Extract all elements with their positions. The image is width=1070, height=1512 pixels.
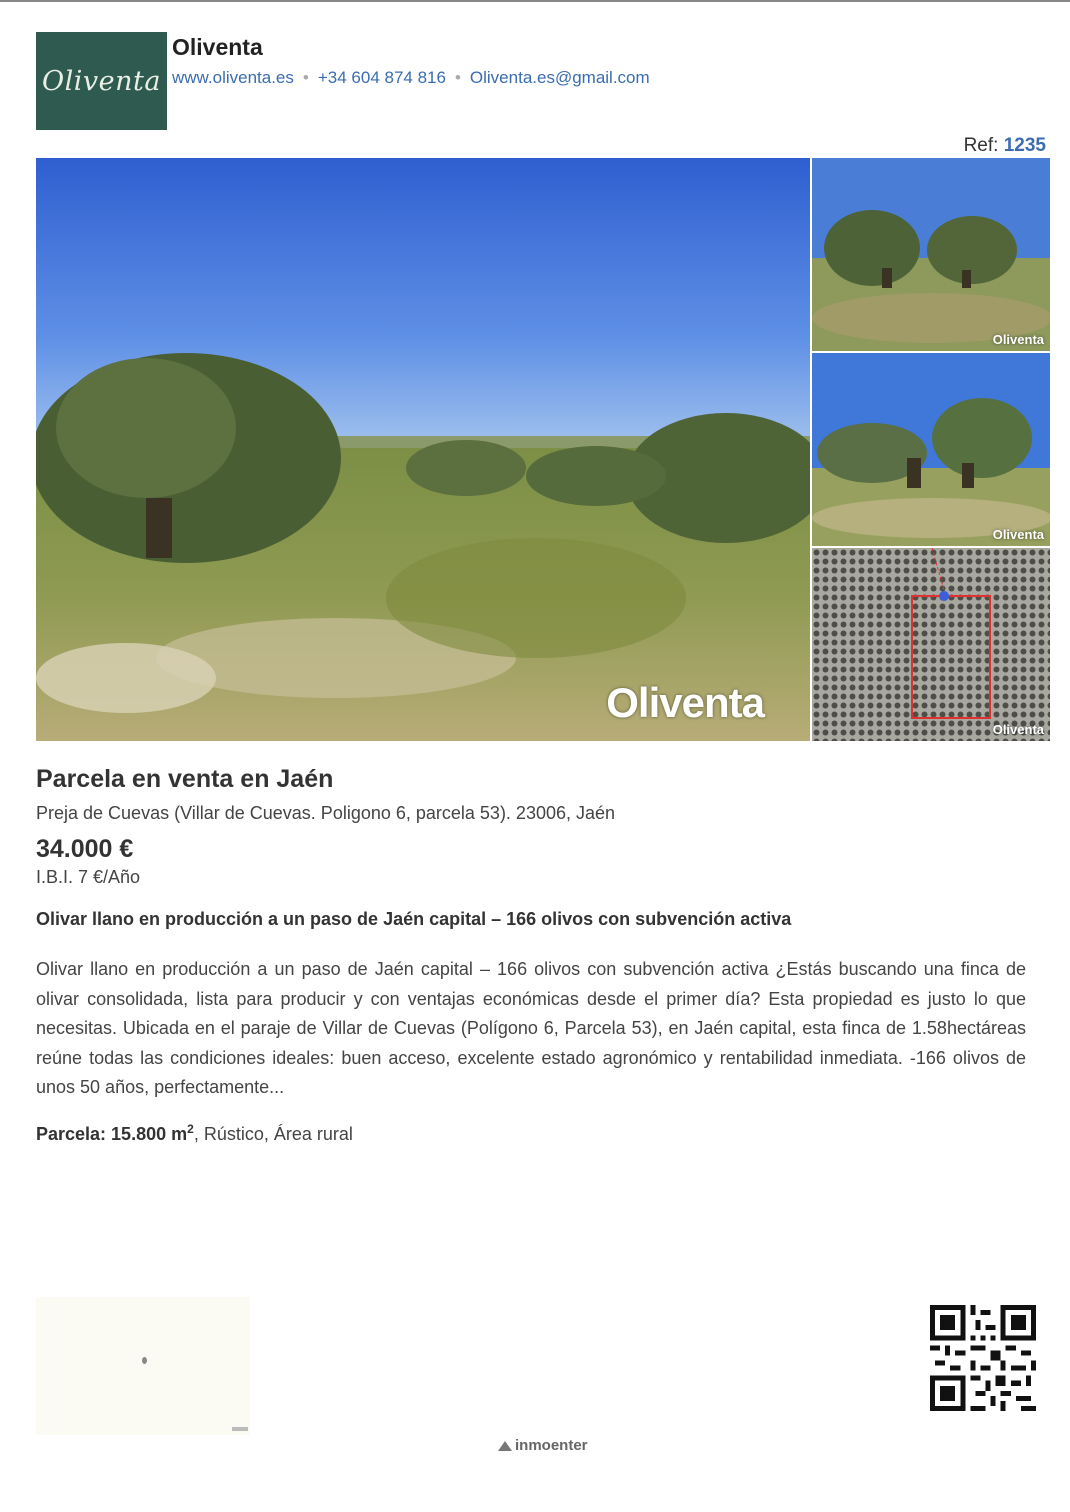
watermark-thumb-1: Oliventa: [992, 332, 1044, 347]
olive-tree-thumbnail: [812, 353, 1050, 546]
specs-area: Parcela: 15.800 m: [36, 1124, 188, 1144]
listing-price: 34.000 €: [36, 835, 134, 863]
listing-ibi: I.B.I. 7 €/Año: [36, 867, 141, 887]
listing-headline: Olivar llano en producción a un paso de Jaén capital – 166 olivos con subvención activa: [36, 909, 792, 929]
website-link[interactable]: www.oliventa.es: [172, 68, 294, 87]
separator-dot: •: [454, 68, 461, 87]
map-pin-icon: [142, 1357, 147, 1364]
inmoenter-logo-icon: [498, 1441, 512, 1451]
reference: [964, 135, 1046, 157]
specs-label: [36, 1124, 194, 1144]
map-credit: [232, 1427, 248, 1431]
specs-unit-exponent: 2: [187, 1122, 194, 1136]
qr-code: [930, 1305, 1036, 1411]
olive-trees-thumbnail: [812, 158, 1050, 351]
listing-address: Preja de Cuevas (Villar de Cuevas. Poligono 6, parcela 53). 23006, Jaén: [36, 803, 616, 823]
footer-brand: [498, 1437, 588, 1454]
aerial-plot-thumbnail: [812, 548, 1050, 741]
thumbnail-3[interactable]: [812, 548, 1050, 741]
watermark-thumb-3: Oliventa: [992, 722, 1044, 737]
listing-title: Parcela en venta en Jaén: [36, 765, 334, 793]
thumbnail-2[interactable]: [812, 353, 1050, 546]
phone-link[interactable]: +34 604 874 816: [317, 68, 446, 87]
reference-label: Ref:: [963, 135, 999, 156]
thumbnail-1[interactable]: [812, 158, 1050, 351]
agency-logo-text: Oliventa: [42, 65, 161, 97]
specs-details: , Rústico, Área rural: [193, 1124, 353, 1144]
footer-brand-text: inmoenter: [515, 1437, 588, 1454]
watermark-main: Oliventa: [606, 679, 764, 726]
top-border: [0, 0, 1070, 2]
reference-number: 1235: [1003, 135, 1046, 156]
main-photo[interactable]: [36, 158, 810, 741]
agency-logo[interactable]: [36, 32, 167, 130]
separator-dot: •: [302, 68, 309, 87]
olive-grove-main-image: [36, 158, 810, 741]
agency-name: Oliventa: [172, 34, 263, 60]
watermark-thumb-2: Oliventa: [992, 527, 1044, 542]
listing-specs: [36, 1122, 353, 1145]
email-link[interactable]: Oliventa.es@gmail.com: [469, 68, 650, 87]
listing-description: Olivar llano en producción a un paso de Jaén capital – 166 olivos con subvención activa ¿Estás buscando una finca de olivar consolidada, lista para producir y con ventajas económicas desde el primer día? Esta propiedad es justo lo que necesitas. Ubicada en el paraje de Villar de Cuevas (Polígono 6, Parcela 53), en Jaén capital, esta finca de 1.58hectáreas reúne todas las condiciones ideales: buen acceso, excelente estado agronómico y rentabilidad inmediata. -166 olivos de unos 50 años, perfectamente...: [36, 959, 1026, 1097]
agency-contacts: [172, 68, 650, 88]
location-map[interactable]: [36, 1297, 250, 1435]
